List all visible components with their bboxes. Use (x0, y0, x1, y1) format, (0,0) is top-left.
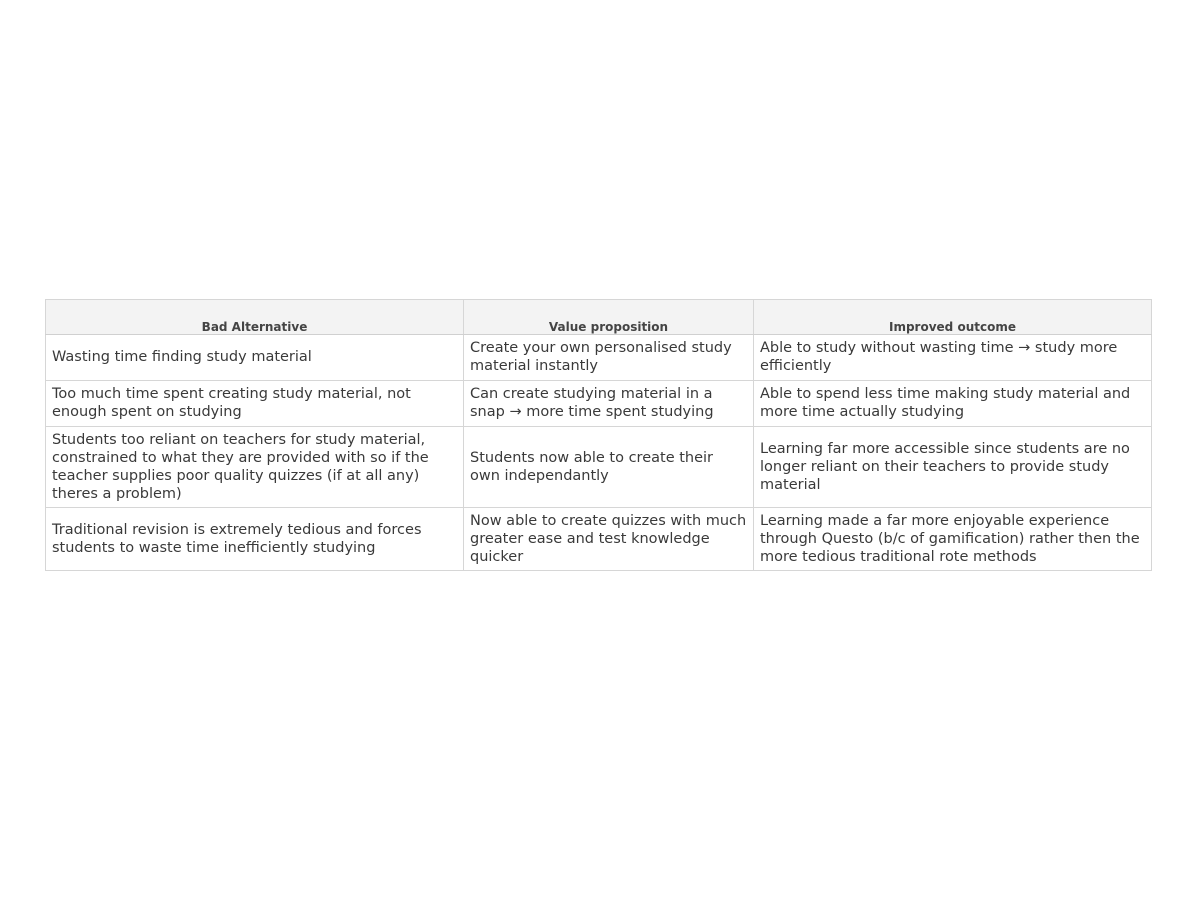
cell-improved-outcome: Able to study without wasting time → study more efficiently (754, 335, 1152, 381)
cell-value-proposition: Students now able to create their own independantly (464, 427, 754, 508)
header-value-proposition: Value proposition (464, 300, 754, 335)
cell-bad-alternative: Too much time spent creating study material, not enough spent on studying (46, 381, 464, 427)
cell-improved-outcome: Learning far more accessible since students are no longer reliant on their teachers to provide study material (754, 427, 1152, 508)
table-body (46, 335, 1152, 571)
cell-bad-alternative: Wasting time finding study material (46, 335, 464, 381)
table-row (46, 427, 1152, 508)
cell-improved-outcome: Able to spend less time making study material and more time actually studying (754, 381, 1152, 427)
cell-bad-alternative: Students too reliant on teachers for study material, constrained to what they are provided with so if the teacher supplies poor quality quizzes (if at all any) theres a problem) (46, 427, 464, 508)
cell-bad-alternative: Traditional revision is extremely tedious and forces students to waste time inefficiently studying (46, 508, 464, 571)
header-bad-alternative: Bad Alternative (46, 300, 464, 335)
header-improved-outcome: Improved outcome (754, 300, 1152, 335)
cell-improved-outcome: Learning made a far more enjoyable experience through Questo (b/c of gamification) rather then the more tedious traditional rote methods (754, 508, 1152, 571)
table-row (46, 335, 1152, 381)
value-proposition-table-container (45, 299, 1151, 571)
header-row (46, 300, 1152, 335)
value-proposition-table (45, 299, 1152, 571)
table-header (46, 300, 1152, 335)
cell-value-proposition: Can create studying material in a snap → more time spent studying (464, 381, 754, 427)
table-row (46, 508, 1152, 571)
cell-value-proposition: Create your own personalised study material instantly (464, 335, 754, 381)
cell-value-proposition: Now able to create quizzes with much greater ease and test knowledge quicker (464, 508, 754, 571)
table-row (46, 381, 1152, 427)
